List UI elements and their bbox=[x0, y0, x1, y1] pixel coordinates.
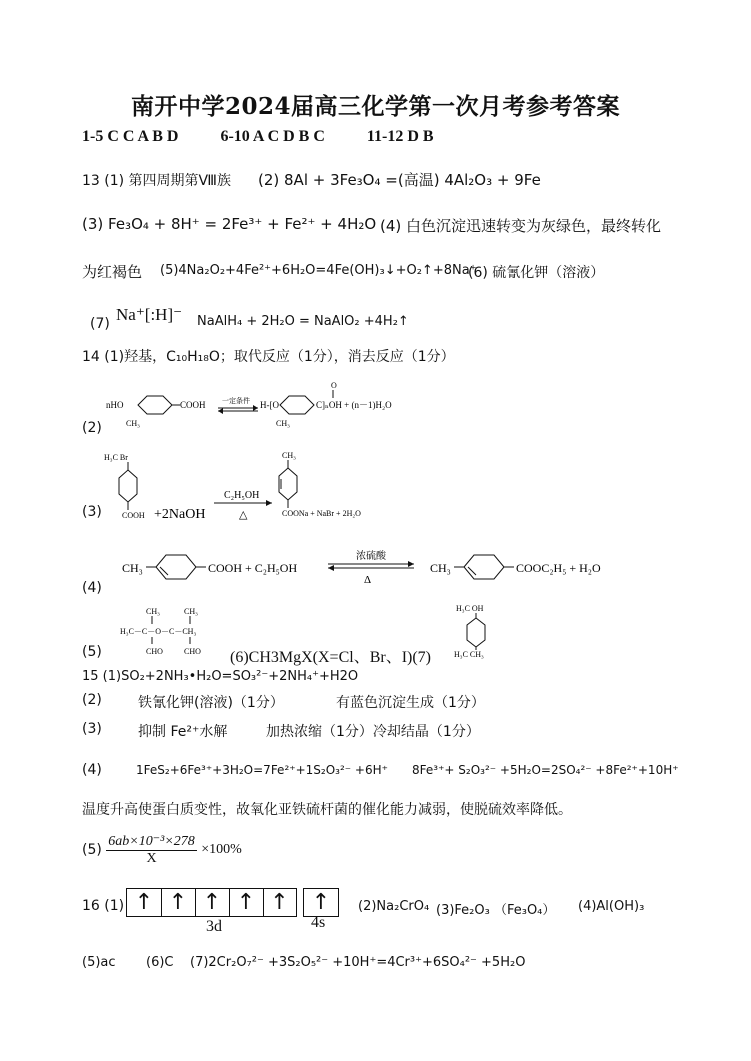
q13-part1: 13 (1) 第四周期第Ⅷ族 bbox=[82, 173, 231, 189]
orbital-label-3d: 3d bbox=[206, 918, 222, 935]
q14-s4-reactants: COOH + C₂H₅OH bbox=[208, 561, 298, 575]
q13-part6: (6) 硫氰化钾（溶液） bbox=[468, 265, 605, 281]
q13-part7-equation: NaAlH₄ + 2H₂O = NaAlO₂ +4H₂↑ bbox=[197, 314, 409, 329]
q15-part3-label: (3) bbox=[82, 721, 102, 737]
q14-part1: 14 (1)羟基，C₁₀H₁₈O；取代反应（1分），消去反应（1分） bbox=[82, 349, 455, 365]
q14-s2-product-end: C]ₙOH + (n－1)H₂O bbox=[316, 400, 392, 410]
q14-s2-reactant-ho: nHO bbox=[106, 400, 124, 410]
q15-part5-label: (5) bbox=[82, 842, 102, 858]
q14-s2-ch3-product: CH₃ bbox=[276, 419, 290, 428]
orbital-box-3d-5: ↑ bbox=[270, 890, 289, 915]
q15-part4-equation-a: 1FeS₂+6Fe³⁺+3H₂O=7Fe²⁺+1S₂O₃²⁻ +6H⁺ bbox=[136, 763, 388, 777]
q15-part2-label: (2) bbox=[82, 692, 102, 708]
orbital-box-4s: ↑ bbox=[311, 890, 331, 915]
q14-s3-reactant-top: H₃C Br bbox=[104, 453, 128, 462]
mc-answer-11-12: 11-12 D B bbox=[366, 128, 434, 145]
q14-s5-ch3-b: CH₃ bbox=[184, 607, 198, 616]
q15-part5-numerator: 6ab×10⁻³×278 bbox=[108, 834, 195, 849]
orbital-box-3d-2: ↑ bbox=[161, 889, 196, 916]
q13-part2: (2) 8Al + 3Fe₃O₄ =(高温) 4Al₂O₃ + 9Fe bbox=[258, 171, 541, 189]
q14-s3-condition-top: C₂H₅OH bbox=[224, 490, 260, 501]
q16-part6: (6)C bbox=[146, 955, 174, 970]
q15-part3-answer-b: 加热浓缩（1分）冷却结晶（1分） bbox=[266, 724, 480, 740]
q15-part5-fraction bbox=[106, 833, 196, 867]
q14-part4-scheme bbox=[118, 545, 628, 585]
q14-part3-scheme bbox=[100, 448, 410, 528]
q13-part7-label: (7) bbox=[90, 316, 110, 332]
cyclohexane-ring bbox=[138, 396, 172, 414]
cyclohexene-ring bbox=[464, 555, 504, 579]
q14-part3-label: (3) bbox=[82, 504, 102, 520]
cyclohexene-ring bbox=[279, 468, 297, 500]
q14-s5-cho-a: CHO bbox=[146, 647, 163, 656]
q14-part6-7: (6)CH3MgX(X=Cl、Br、I)(7) bbox=[230, 649, 432, 666]
cyclohexane-ring bbox=[119, 470, 137, 502]
orbital-label-4s: 4s bbox=[311, 914, 326, 931]
q15-part5-denominator: X bbox=[146, 851, 157, 866]
q14-s2-cooh: COOH bbox=[180, 400, 206, 410]
q16-part3: (3)Fe₂O₃ （Fe₃O₄） bbox=[436, 903, 556, 918]
q14-s7-bottom: H₃C CH₃ bbox=[454, 650, 484, 659]
q14-s5-ch3-a: CH₃ bbox=[146, 607, 160, 616]
q15-part4-explanation: 温度升高使蛋白质变性，故氧化亚铁硫杆菌的催化能力减弱，使脱硫效率降低。 bbox=[82, 802, 572, 818]
q14-s4-ch3: CH₃ bbox=[122, 561, 143, 575]
page-title: 南开中学2024届高三化学第一次月考参考答案 bbox=[130, 93, 620, 120]
q16-part4: (4)Al(OH)₃ bbox=[578, 899, 645, 914]
q14-part5-label: (5) bbox=[82, 644, 102, 660]
q14-s3-cooh: COOH bbox=[122, 511, 145, 520]
cyclohexane-ring bbox=[280, 396, 314, 414]
q14-s4-products: COOC₂H₅ + H₂O bbox=[516, 561, 601, 575]
q13-part4: (4) 白色沉淀迅速转变为灰绿色，最终转化 bbox=[380, 217, 662, 235]
q14-s3-ch3: CH₃ bbox=[282, 451, 296, 460]
q14-s4-condition-top: 浓硫酸 bbox=[356, 551, 386, 562]
q13-part3: (3) Fe₃O₄ + 8H⁺ = 2Fe³⁺ + Fe²⁺ + 4H₂O bbox=[82, 215, 377, 233]
q16-part5: (5)ac bbox=[82, 955, 116, 970]
q13-part5: (5)4Na₂O₂+4Fe²⁺+6H₂O=4Fe(OH)₃↓+O₂↑+8Na⁺ bbox=[160, 263, 477, 278]
q14-s5-cho-b: CHO bbox=[184, 647, 201, 656]
mc-answer-6-10: 6-10 A C D B C bbox=[220, 128, 325, 145]
q14-s2-product-start: H-[O bbox=[260, 400, 279, 410]
q14-s7-top: H₃C OH bbox=[456, 604, 484, 613]
q15-part1: 15 (1)SO₂+2NH₃•H₂O=SO₃²⁻+2NH₄⁺+H2O bbox=[82, 669, 359, 684]
q16-part2: (2)Na₂CrO₄ bbox=[358, 899, 430, 914]
q14-s3-condition-bottom: △ bbox=[239, 509, 248, 521]
q14-s3-naoh: +2NaOH bbox=[154, 507, 206, 522]
q15-part2-answer-b: 有蓝色沉淀生成（1分） bbox=[336, 695, 485, 711]
q13-part4-cont: 为红褐色 bbox=[82, 263, 143, 281]
q14-s2-carbonyl-o: O bbox=[331, 381, 337, 390]
cyclohexene-ring bbox=[156, 555, 196, 579]
q14-s5-main-chain: H₃C－C－O－C－CH₃ bbox=[120, 627, 197, 636]
q16-part1-label: 16 (1) bbox=[82, 898, 125, 914]
orbital-box-3d-1: ↑ bbox=[127, 889, 162, 916]
cyclohexane-ring bbox=[467, 618, 485, 647]
q14-part4-label: (4) bbox=[82, 580, 102, 596]
orbital-diagram-3d bbox=[126, 888, 297, 917]
q16-part7: (7)2Cr₂O₇²⁻ +3S₂O₅²⁻ +10H⁺=4Cr³⁺+6SO₄²⁻ +5H₂O bbox=[190, 955, 526, 970]
q14-part7-structure bbox=[452, 602, 512, 660]
orbital-diagram-4s bbox=[303, 888, 339, 917]
q15-part2-answer-a: 铁氰化钾(溶液)（1分） bbox=[138, 695, 284, 711]
multiple-choice-answers bbox=[82, 128, 472, 146]
q14-part2-label: (2) bbox=[82, 420, 102, 436]
orbital-box-3d-4: ↑ bbox=[229, 889, 264, 916]
mc-answer-1-5: 1-5 C C A B D bbox=[82, 128, 179, 145]
q15-part4-label: (4) bbox=[82, 762, 102, 778]
q15-part5 bbox=[82, 833, 242, 867]
q14-part2-scheme bbox=[100, 378, 440, 440]
q14-s3-product: COONa + NaBr + 2H₂O bbox=[282, 509, 361, 518]
q14-s2-condition: 一定条件 bbox=[222, 397, 250, 405]
q13-part7-formula: Na⁺[:H]⁻ bbox=[116, 305, 183, 324]
q14-part5-structure bbox=[118, 604, 238, 662]
orbital-box-3d-3: ↑ bbox=[195, 889, 230, 916]
q15-part5-tail: ×100% bbox=[201, 842, 242, 857]
q15-part4-equation-b: 8Fe³⁺+ S₂O₃²⁻ +5H₂O=2SO₄²⁻ +8Fe²⁺+10H⁺ bbox=[412, 763, 679, 777]
q14-s2-ch3: CH₃ bbox=[126, 419, 140, 428]
q15-part3-answer-a: 抑制 Fe²⁺水解 bbox=[138, 724, 228, 740]
q14-s4-condition-bottom: Δ bbox=[364, 574, 372, 585]
q14-s4-ch3-product: CH₃ bbox=[430, 561, 451, 575]
